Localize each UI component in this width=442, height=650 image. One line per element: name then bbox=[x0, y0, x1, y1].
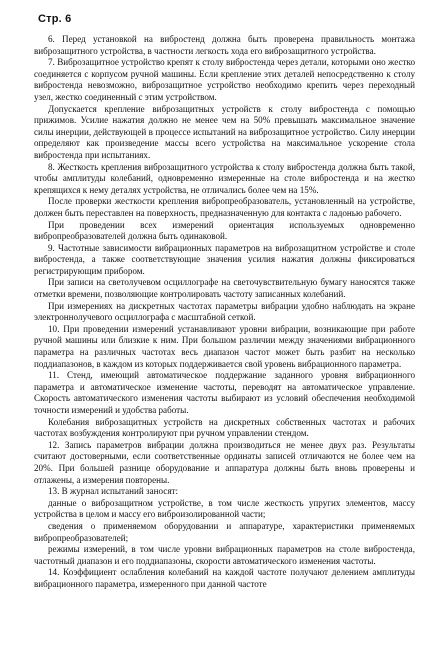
paragraph-8-transducer: После проверки жесткости крепления вибропреобразователь, установленный на устройстве, должен быть переставлен на поверхность, предназначенную для контакта с ладонью рабочего. bbox=[34, 196, 415, 218]
paragraph-14: 14. Коэффициент ослабления колебаний на каждой частоте получают делением амплитуды вибрационного параметра, измеренного при данной частоте bbox=[34, 567, 415, 589]
list-item-equipment: сведения о применяемом оборудовании и аппаратуре, характеристики применяемых вибропреобразователей; bbox=[34, 520, 415, 543]
paragraph-9-discrete: При измерениях на дискретных частотах параметры вибрации удобно наблюдать на экране электроннолучевого осциллографа с масштабной сеткой. bbox=[34, 300, 415, 323]
paragraph-11-manual: Колебания виброзащитных устройств на дискретных собственных частотах и рабочих частотах возбуждения контролируют при ручном управлении стендом. bbox=[34, 416, 415, 439]
paragraph-9-recording: При записи на светолучевом осциллографе на светочувствительную бумагу наносятся также отметки времени, позволяющие контролировать частоту записанных колебаний. bbox=[34, 277, 415, 300]
page-number-header: Стр. 6 bbox=[38, 13, 72, 25]
paragraph-8: 8. Жесткость крепления виброзащитного устройства к столу вибростенда должна быть такой, чтобы амплитуды колебаний, одновременно измеренные на столе вибростенда и на жестко крепящихся к нему деталях устройства, не отличались более чем на 15%. bbox=[34, 161, 415, 195]
paragraph-10: 10. При проведении измерений устанавливают уровни вибрации, возникающие при работе ручной машины или близкие к ним. При большом различии между значениями вибрационного параметра на различных частотах весь диапазон частот может быть разбит на несколько поддиапазонов, в каждом из которых поддерживается свой уровень вибрационного параметра. bbox=[34, 323, 415, 369]
paragraph-7: 7. Виброзащитное устройство крепят к столу вибростенда через детали, которыми оно жестко соединяется с корпусом ручной машины. Если крепление этих деталей непосредственно к столу вибростенда невозможно, виброзащитное устройство необходимо крепить через переходный узел, жестко соединенный с этим устройством. bbox=[34, 57, 415, 102]
paragraph-6: 6. Перед установкой на вибростенд должна быть проверена правильность монтажа виброзащитного устройства, в частности легкость хода его виброзащитного устройства. bbox=[34, 34, 415, 56]
list-item-modes: режимы измерений, в том числе уровни вибрационных параметров на столе вибростенда, частотный диапазон и его поддиапазоны, скорости автоматического изменения частоты. bbox=[34, 544, 415, 566]
list-item-device-data: данные о виброзащитном устройстве, в том числе жесткость упругих элементов, массу устройства в целом и массу его виброизолированной части; bbox=[34, 497, 415, 520]
paragraph-13: 13. В журнал испытаний заносят: bbox=[48, 486, 179, 497]
paragraph-9: 9. Частотные зависимости вибрационных параметров на виброзащитном устройстве и столе вибростенда, а также соответствующие значения усилия нажатия должны фиксироваться регистрирующим прибором. bbox=[34, 242, 415, 276]
paragraph-12: 12. Запись параметров вибрации должна производиться не менее двух раз. Результаты считают достоверными, если соответственные ординаты записей отличаются не более чем на 20%. При большей разнице оборудование и аппаратура должны быть вновь проверены и отлажены, а измерения повторены. bbox=[34, 439, 415, 485]
document-body bbox=[34, 34, 415, 591]
paragraph-11: 11. Стенд, имеющий автоматическое поддержание заданного уровня вибрационного параметра и автоматическое изменение частоты, переводят на автоматическое управление. Скорость автоматического изменения частоты выбирают из условий обеспечения необходимой точности измерений и удобства работы. bbox=[34, 370, 415, 415]
paragraph-7-clamps: Допускается крепление виброзащитных устройств к столу вибростенда с помощью прижимов. Усилие нажатия должно не менее чем на 50% превышать максимальное значение силы инерции, действующей в процессе испытаний на виброзащитное устройство. Силу инерции определяют как произведение массы всего устройства на максимальное ускорение стола вибростенда при испытаниях. bbox=[34, 103, 415, 160]
paragraph-8-orientation: При проведении всех измерений ориентация используемых одновременно вибропреобразователей должна быть одинаковой. bbox=[34, 219, 415, 242]
